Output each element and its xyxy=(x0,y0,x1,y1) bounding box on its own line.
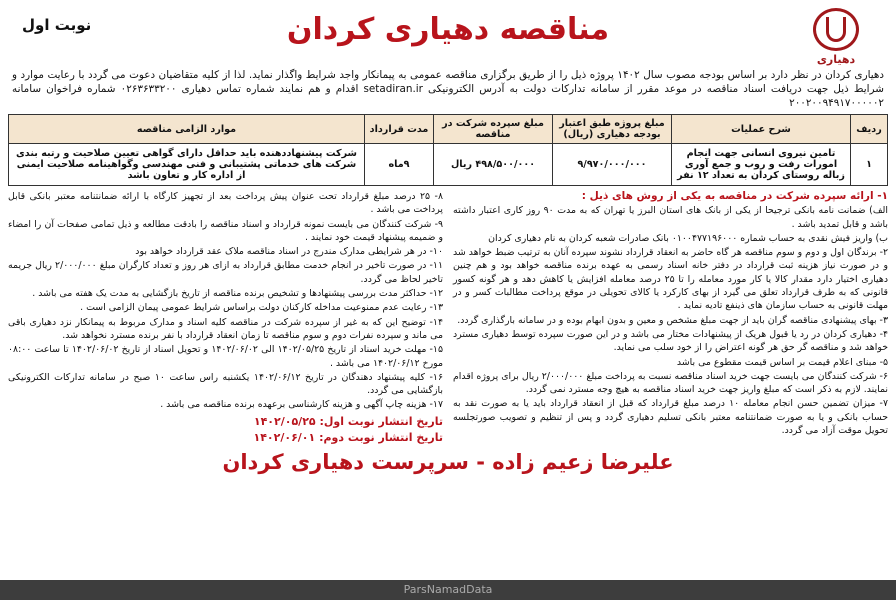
table-header-row xyxy=(9,115,888,144)
row-deposit: ۴۹۸/۵۰۰/۰۰۰ ریال xyxy=(434,144,553,186)
condition-item: ۱۶- کلیه پیشنهاد دهندگان در تاریخ ۱۴۰۲/۰۶/۱۲ یکشنبه راس ساعت ۱۰ صبح در سامانه تدارکات الکترونیکی بازگشایی می گردد. xyxy=(8,371,443,397)
condition-item: ۱۴- توضیح این که به غیر از سپرده شرکت در مناقصه کلیه اسناد و مدارک مربوط به پیمانکار نزد دهیاری باقی می ماند و سپرده نفرات دوم و سوم مناقصه تا زمان انعقاد قرارداد با نفر برنده مسترد نخواهد شد. xyxy=(8,316,443,341)
condition-item: ۹- شرکت کنندگان می بایست نمونه قرارداد و اسناد مناقصه را بادقت مطالعه و ذیل تمامی صفحات آن را امضاء و ضمیمه پیشنهاد قیمت خود نمایند . xyxy=(8,218,443,243)
row-index: ۱ xyxy=(851,144,888,186)
section-title-deposit: ۱- ارائه سپرده شرکت در مناقصه به یکی از روش های ذیل : xyxy=(581,190,888,202)
signature: علیرضا زعیم زاده - سرپرست دهیاری کردان xyxy=(222,450,674,475)
publish-date-first: تاریخ انتشار نوبت اول: ۱۴۰۲/۰۵/۲۵ xyxy=(253,414,443,428)
condition-item: ۱۲- حداکثر مدت بررسی پیشنهادها و تشخیص برنده مناقصه از تاریخ بازگشایی به مدت یک هفته می باشد . xyxy=(32,288,443,300)
condition-item: ۱۳- رعایت عدم ممنوعیت مداخله کارکنان دولت براساس شرایط عمومی پیمان الزامی است . xyxy=(80,302,443,314)
condition-item: ۳- بهای پیشنهادی مناقصه گران باید از جهت مبلغ مشخص و معین و بدون ابهام بوده و در سامانه بارگذاری گردد. xyxy=(457,314,888,326)
row-description: تامین نیروی انسانی جهت انجام امورات رفت و روب و جمع آوری زباله روستای کردان به تعداد ۱۲ نفر xyxy=(672,144,851,186)
header-budget: مبلغ پروژه طبق اعتبار بودجه دهیاری (ریال) xyxy=(553,115,672,144)
logo-text: دهیاری xyxy=(816,53,856,66)
conditions-columns xyxy=(8,190,888,444)
condition-item: ب) واریز فیش نقدی به حساب شماره ۰۱۰۰۴۷۷۱۹۶۰۰۰ بانک صادرات شعبه کردان به نام دهیاری کردان xyxy=(488,232,888,244)
intro-paragraph: دهیاری کردان در نظر دارد بر اساس بودجه مصوب سال ۱۴۰۲ پروژه ذیل را از طریق برگزاری مناقصه عمومی به پیمانکار واجد شرایط واگذار نماید. لذا از کلیه متقاضیان دعوت می گردد با رعایت موارد و شرایط ذیل جهت دریافت اسناد مناقصه در موعد مقرر از سامانه تدارکات دولت به آدرس الکترونیکی setadiran.ir اقدام و هم نمایند شماره تماس دهیاری ۰۲۶۳۶۳۳۲۰۰ شماره فراخوان سامانه ۲۰۰۲۰۰۹۴۹۱۷۰۰۰۰۰۲ xyxy=(12,69,884,109)
header-requirements: موارد الزامی مناقصه xyxy=(9,115,365,144)
footer-watermark: ParsNamadData xyxy=(0,580,896,600)
header xyxy=(8,6,888,68)
publish-date-second: تاریخ انتشار نوبت دوم: ۱۴۰۲/۰۶/۰۱ xyxy=(253,431,443,445)
condition-item: ۲- برندگان اول و دوم و سوم مناقصه هر گاه حاضر به انعقاد قرارداد نشوند سپرده آنان به ترتیب ضبط خواهد شد و در صورت نیاز هزینه ثبت قرارداد در دفتر خانه اسناد رسمی به عهده برنده مناقصه خواهد بود و هم چنین دهیاری اختیار دارد مقدار کالا یا کار مورد معامله را تا ۲۵ درصد معامله افزایش یا کاهش دهد و هر گونه کسور قانونی که به طرف قرارداد تعلق می گیرد از بهای کارکرد یا کالای تحویلی در موقع پرداخت مطالبات کسر و در مهلت قانونی به حساب سازمان های ذینفع تادیه نماید . xyxy=(453,247,888,312)
condition-item: ۱۷- هزینه چاپ آگهی و هزینه کارشناسی برعهده برنده مناقصه می باشد . xyxy=(160,399,443,411)
condition-item: ۶- شرکت کنندگان می بایست جهت خرید اسناد مناقصه نسبت به پرداخت مبلغ ۲/۰۰۰/۰۰۰ ریال برای پروژه اقدام نمایند. لازم به ذکر است که مبلغ واریز جهت خرید اسناد مناقصه به هیچ وجه مسترد نمی گردد. xyxy=(453,370,888,396)
header-index: ردیف xyxy=(851,115,888,144)
row-duration: ۹ماه xyxy=(365,144,434,186)
condition-item: ۸- ۲۵ درصد مبلغ قرارداد تحت عنوان پیش پرداخت بعد از تجهیز کارگاه با ارائه ضمانتنامه معتبر بانکی قابل پرداخت می باشد . xyxy=(8,191,443,216)
row-requirements: شرکت پیشنهاددهنده باید حداقل دارای گواهی تعیین صلاحیت و رتبه بندی شرکت های خدماتی پشتیبانی و فنی مهندسی وگواهینامه صلاحیت ایمنی از اداره کار و تعاون باشد xyxy=(9,144,365,186)
header-duration: مدت قرارداد xyxy=(365,115,434,144)
condition-item: ۱۰- در هر شرایطی مدارک مندرج در اسناد مناقصه ملاک عقد قرارداد خواهد بود xyxy=(135,246,443,258)
conditions-right-column xyxy=(453,190,888,444)
row-budget: ۹/۹۷۰/۰۰۰/۰۰۰ xyxy=(553,144,672,186)
condition-item: ۵- مبنای اعلام قیمت بر اساس قیمت مقطوع می باشد xyxy=(676,356,888,368)
condition-item: الف) ضمانت نامه بانکی ترجیحا از یکی از بانک های استان البرز یا تهران که به مدت ۹۰ روز کاری اعتبار داشته باشد و قابل تمدید باشد . xyxy=(453,205,888,230)
round-label: نوبت اول xyxy=(22,16,92,34)
conditions-left-column xyxy=(8,190,443,444)
condition-item: ۱۵- مهلت خرید اسناد از تاریخ ۱۴۰۲/۰۵/۲۵ الی ۱۴۰۲/۰۶/۰۲ و تحویل اسناد از تاریخ ۱۴۰۲/۰۶/۰۲ تا ساعت ۰۸:۰۰ مورخ ۱۴۰۲/۰۶/۱۲ می باشد . xyxy=(8,344,443,369)
header-deposit: مبلغ سپرده شرکت در مناقصه xyxy=(434,115,553,144)
header-description: شرح عملیات xyxy=(672,115,851,144)
operations-table xyxy=(8,114,888,186)
page-title: مناقصه دهیاری کردان xyxy=(286,12,610,47)
condition-item: ۷- میزان تضمین حسن انجام معامله ۱۰ درصد مبلغ قرارداد که قبل از انعقاد قرارداد باید یا به صورت نقد به حساب بانکی و یا به صورت ضمانتنامه معتبر بانکی تسلیم دهیاری گردد و پس از تنظیم و تصویب صورتجلسه تحویل موقت آزاد می گردد. xyxy=(453,398,888,437)
condition-item: ۱۱- در صورت تاخیر در انجام خدمت مطابق قرارداد به ازای هر روز و تعداد کارگران مبلغ ۲/۰۰۰/۰۰۰ ریال جریمه تاخیر لحاظ می گردد. xyxy=(8,260,443,285)
condition-item: ۴- دهیاری کردان در رد یا قبول هریک از پیشنهادات مختار می باشد و در این صورت سپرده توسط دهیاری مسترد خواهد شد و مناقصه گر حق هر گونه اعتراض را از خود سلب می نماید. xyxy=(453,328,888,354)
table-row xyxy=(9,144,888,186)
